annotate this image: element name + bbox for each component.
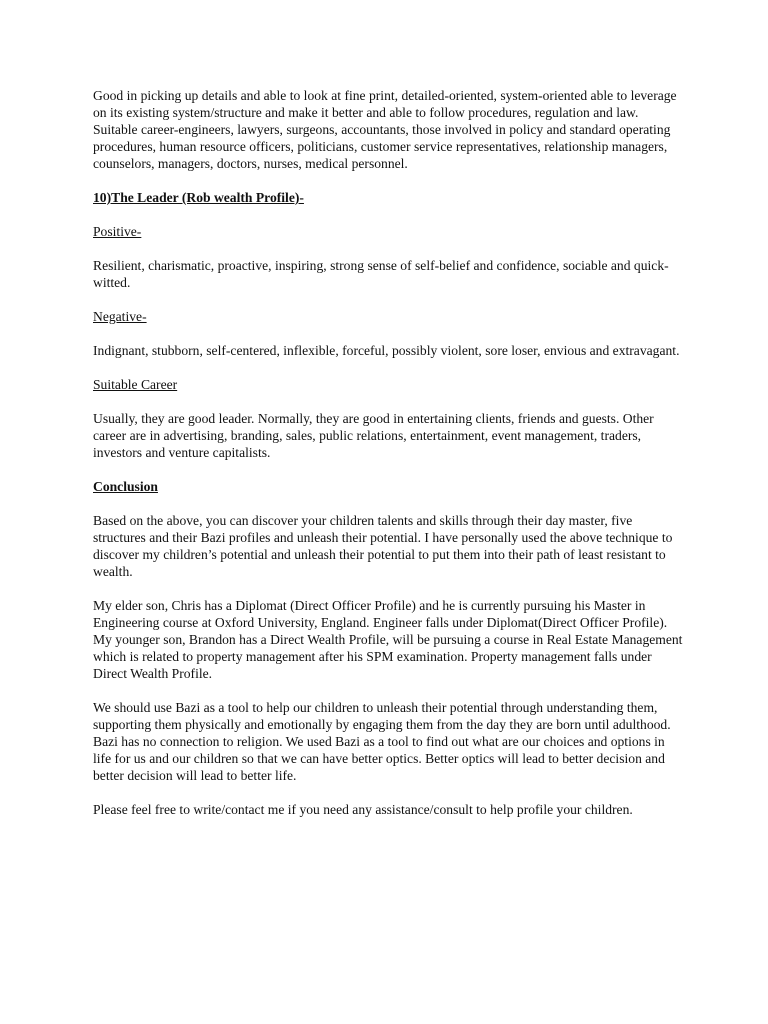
conclusion-paragraph-4: Please feel free to write/contact me if you need any assistance/consult to help profile your children. bbox=[93, 802, 633, 817]
document-page bbox=[93, 87, 683, 818]
conclusion-heading: Conclusion bbox=[93, 479, 158, 494]
career-text: Usually, they are good leader. Normally, they are good in entertaining clients, friends and guests. Other career are in advertising, branding, sales, public relations, entertainment, event management, traders, investors and venture capitalists. bbox=[93, 411, 654, 460]
positive-label: Positive- bbox=[93, 224, 142, 239]
career-label: Suitable Career bbox=[93, 377, 178, 392]
intro-paragraph: Good in picking up details and able to look at fine print, detailed-oriented, system-oriented able to leverage on its existing system/structure and make it better and able to follow procedures, regulation and law. Suitable career-engineers, lawyers, surgeons, accountants, those involved in policy and standard operating procedures, human resource officers, politicians, customer service representatives, relationship managers, counselors, managers, doctors, nurses, medical personnel. bbox=[93, 88, 677, 171]
conclusion-paragraph-3: We should use Bazi as a tool to help our children to unleash their potential through understanding them, supporting them physically and emotionally by engaging them from the day they are born until adulthood. Bazi has no connection to religion. We used Bazi as a tool to find out what are our choices and options in life for us and our children so that we can have better optics. Better optics will lead to better decision and better decision will lead to better life. bbox=[93, 700, 671, 783]
leader-section-heading: 10)The Leader (Rob wealth Profile)- bbox=[93, 190, 304, 205]
negative-text: Indignant, stubborn, self-centered, inflexible, forceful, possibly violent, sore loser, envious and extravagant. bbox=[93, 343, 680, 358]
conclusion-paragraph-1: Based on the above, you can discover your children talents and skills through their day master, five structures and their Bazi profiles and unleash their potential. I have personally used the above technique to discover my children’s potential and unleash their potential to put them into their path of least resistant to wealth. bbox=[93, 513, 673, 579]
conclusion-paragraph-2: My elder son, Chris has a Diplomat (Direct Officer Profile) and he is currently pursuing his Master in Engineering course at Oxford University, England. Engineer falls under Diplomat(Direct Officer Profile). My younger son, Brandon has a Direct Wealth Profile, will be pursuing a course in Real Estate Management which is related to property management after his SPM examination. Property management falls under Direct Wealth Profile. bbox=[93, 598, 683, 681]
negative-label: Negative- bbox=[93, 309, 147, 324]
positive-text: Resilient, charismatic, proactive, inspiring, strong sense of self-belief and confidence, sociable and quick-witted. bbox=[93, 258, 669, 290]
